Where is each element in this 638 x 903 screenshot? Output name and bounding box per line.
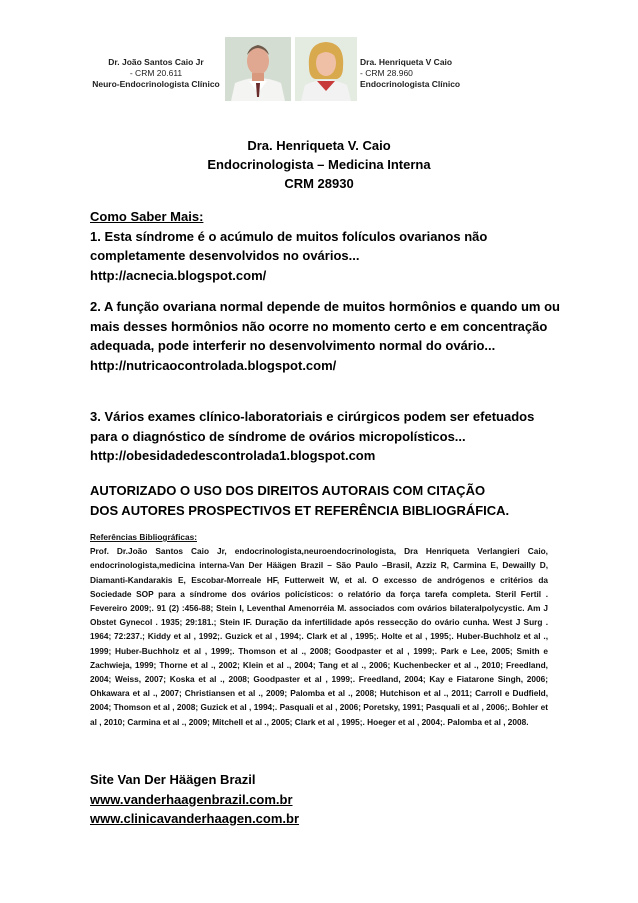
- left-doctor-crm: - CRM 20.611: [129, 68, 183, 78]
- right-doctor-role: Endocrinologista Clínico: [360, 79, 461, 89]
- footer: [90, 770, 560, 829]
- item-3-link[interactable]: http://obesidadedescontrolada1.blogspot.com: [90, 448, 376, 463]
- left-doctor-name: Dr. João Santos Caio Jr: [108, 57, 204, 67]
- item-3: [90, 407, 560, 466]
- portrait-male-icon: [225, 37, 291, 101]
- references-heading: Referências Bibliográficas:: [90, 532, 197, 542]
- item-2-text: 2. A função ovariana normal depende de muitos hormônios e quando um ou mais desses hormônios não ocorre no momento certo e em concentração adequada, pode interferir no desenvolvimento normal do ovário...: [90, 299, 560, 353]
- section-heading: Como Saber Mais:: [90, 209, 204, 224]
- item-2-link[interactable]: http://nutricaocontrolada.blogspot.com/: [90, 357, 337, 373]
- section-how-to-learn-more: [90, 207, 560, 285]
- authorization-notice: [90, 481, 560, 520]
- item-1-text: 1. Esta síndrome é o acúmulo de muitos folículos ovarianos não completamente desenvolvidos no ovários...: [90, 228, 488, 263]
- right-doctor-name: Dra. Henriqueta V Caio: [360, 57, 453, 67]
- authorization-line-1: AUTORIZADO O USO DOS DIREITOS AUTORAIS COM CITAÇÃO: [90, 483, 486, 498]
- item-1-link[interactable]: http://acnecia.blogspot.com/: [90, 267, 267, 283]
- left-doctor-role: Neuro-Endocrinologista Clínico: [92, 79, 220, 89]
- title-line-name: Dra. Henriqueta V. Caio: [247, 138, 391, 153]
- document-title: [0, 136, 638, 193]
- site-label: Site Van Der Häägen Brazil: [90, 772, 256, 787]
- header-right-doctor: [360, 57, 500, 90]
- references-block: [90, 530, 548, 729]
- authorization-line-2: DOS AUTORES PROSPECTIVOS ET REFERÊNCIA BIBLIOGRÁFICA.: [90, 502, 510, 518]
- header-left-doctor: [88, 57, 224, 90]
- right-doctor-crm: - CRM 28.960: [360, 68, 413, 78]
- references-text: Prof. Dr.João Santos Caio Jr, endocrinologista,neuroendocrinologista, Dra Henriqueta Verlangieri Caio, endocrinologista,medicina interna-Van Der Häägen Brazil – São Paulo –Brasil, Azziz R, Carmina E, Dewailly D, Diamanti-Kandarakis E, Escobar-Morreale HF, Futterweit W, et al. O excesso de andrógenos e critérios da Sociedade SOP para a síndrome dos ovários policísticos: o relatório da força tarefa completa. Steril Fertil . Fevereiro 2009;. 91 (2) :456-88; Stein I, Leventhal Amenorréia M. associados com ovários bilateralpolycystic. Am J Obstet Gynecol . 1935; 29:181.; Stein IF. Duração da infertilidade após ressecção do ovário cunha. West J Surg . 1964; 72:237.; Kiddy et al , 1992;. Guzick et al , 1994;. Clark et al , 1995;. Holte et al , 1995;. Huber-Buchholz et al ., 1999; Huber-Buchholz et al , 1999;. Thomson et al ., 2008; Goodpaster et al , 1999;. Park e Lee, 2005; Smith e Zachwieja, 1999; Thorne et al ., 2002; Klein et al ., 2004; Tang et al ., 2006; Kuchenbecker et al ., 2010; Freedland, 2004; Weiss, 2007; Koska et al ., 2008; Goodpaster et al , 1999;. Freedland, 2004; Kay e Fiatarone Singh, 2006; Ohkawara et al ., 2007; Christiansen et al ., 2009; Palomba et al ., 2008; Hutchison et al ., 2011; Carroll e Dudfield, 2004; Thomson et al , 2008; Guzick et al , 1994;. Pasquali et al , 2006; Poretsky, 1991; Pasquali et al , 2006;. Bohler et al , 2010; Carmina et al ., 2009; Mitchell et al ., 2005; Clark et al , 1995;. Hoeger et al , 2004;. Palomba et al , 2008.: [90, 546, 548, 727]
- title-line-crm: CRM 28930: [284, 176, 354, 191]
- site-link-clinicavanderhaagen[interactable]: www.clinicavanderhaagen.com.br: [90, 811, 300, 826]
- item-3-text: 3. Vários exames clínico-laboratoriais e cirúrgicos podem ser efetuados para o diagnóstico de síndrome de ovários micropolísticos...: [90, 409, 535, 444]
- item-2: [90, 297, 560, 375]
- site-link-vanderhaagenbrazil[interactable]: www.vanderhaagenbrazil.com.br: [90, 791, 293, 807]
- portrait-female-icon: [295, 37, 357, 101]
- title-line-specialty: Endocrinologista – Medicina Interna: [207, 157, 431, 172]
